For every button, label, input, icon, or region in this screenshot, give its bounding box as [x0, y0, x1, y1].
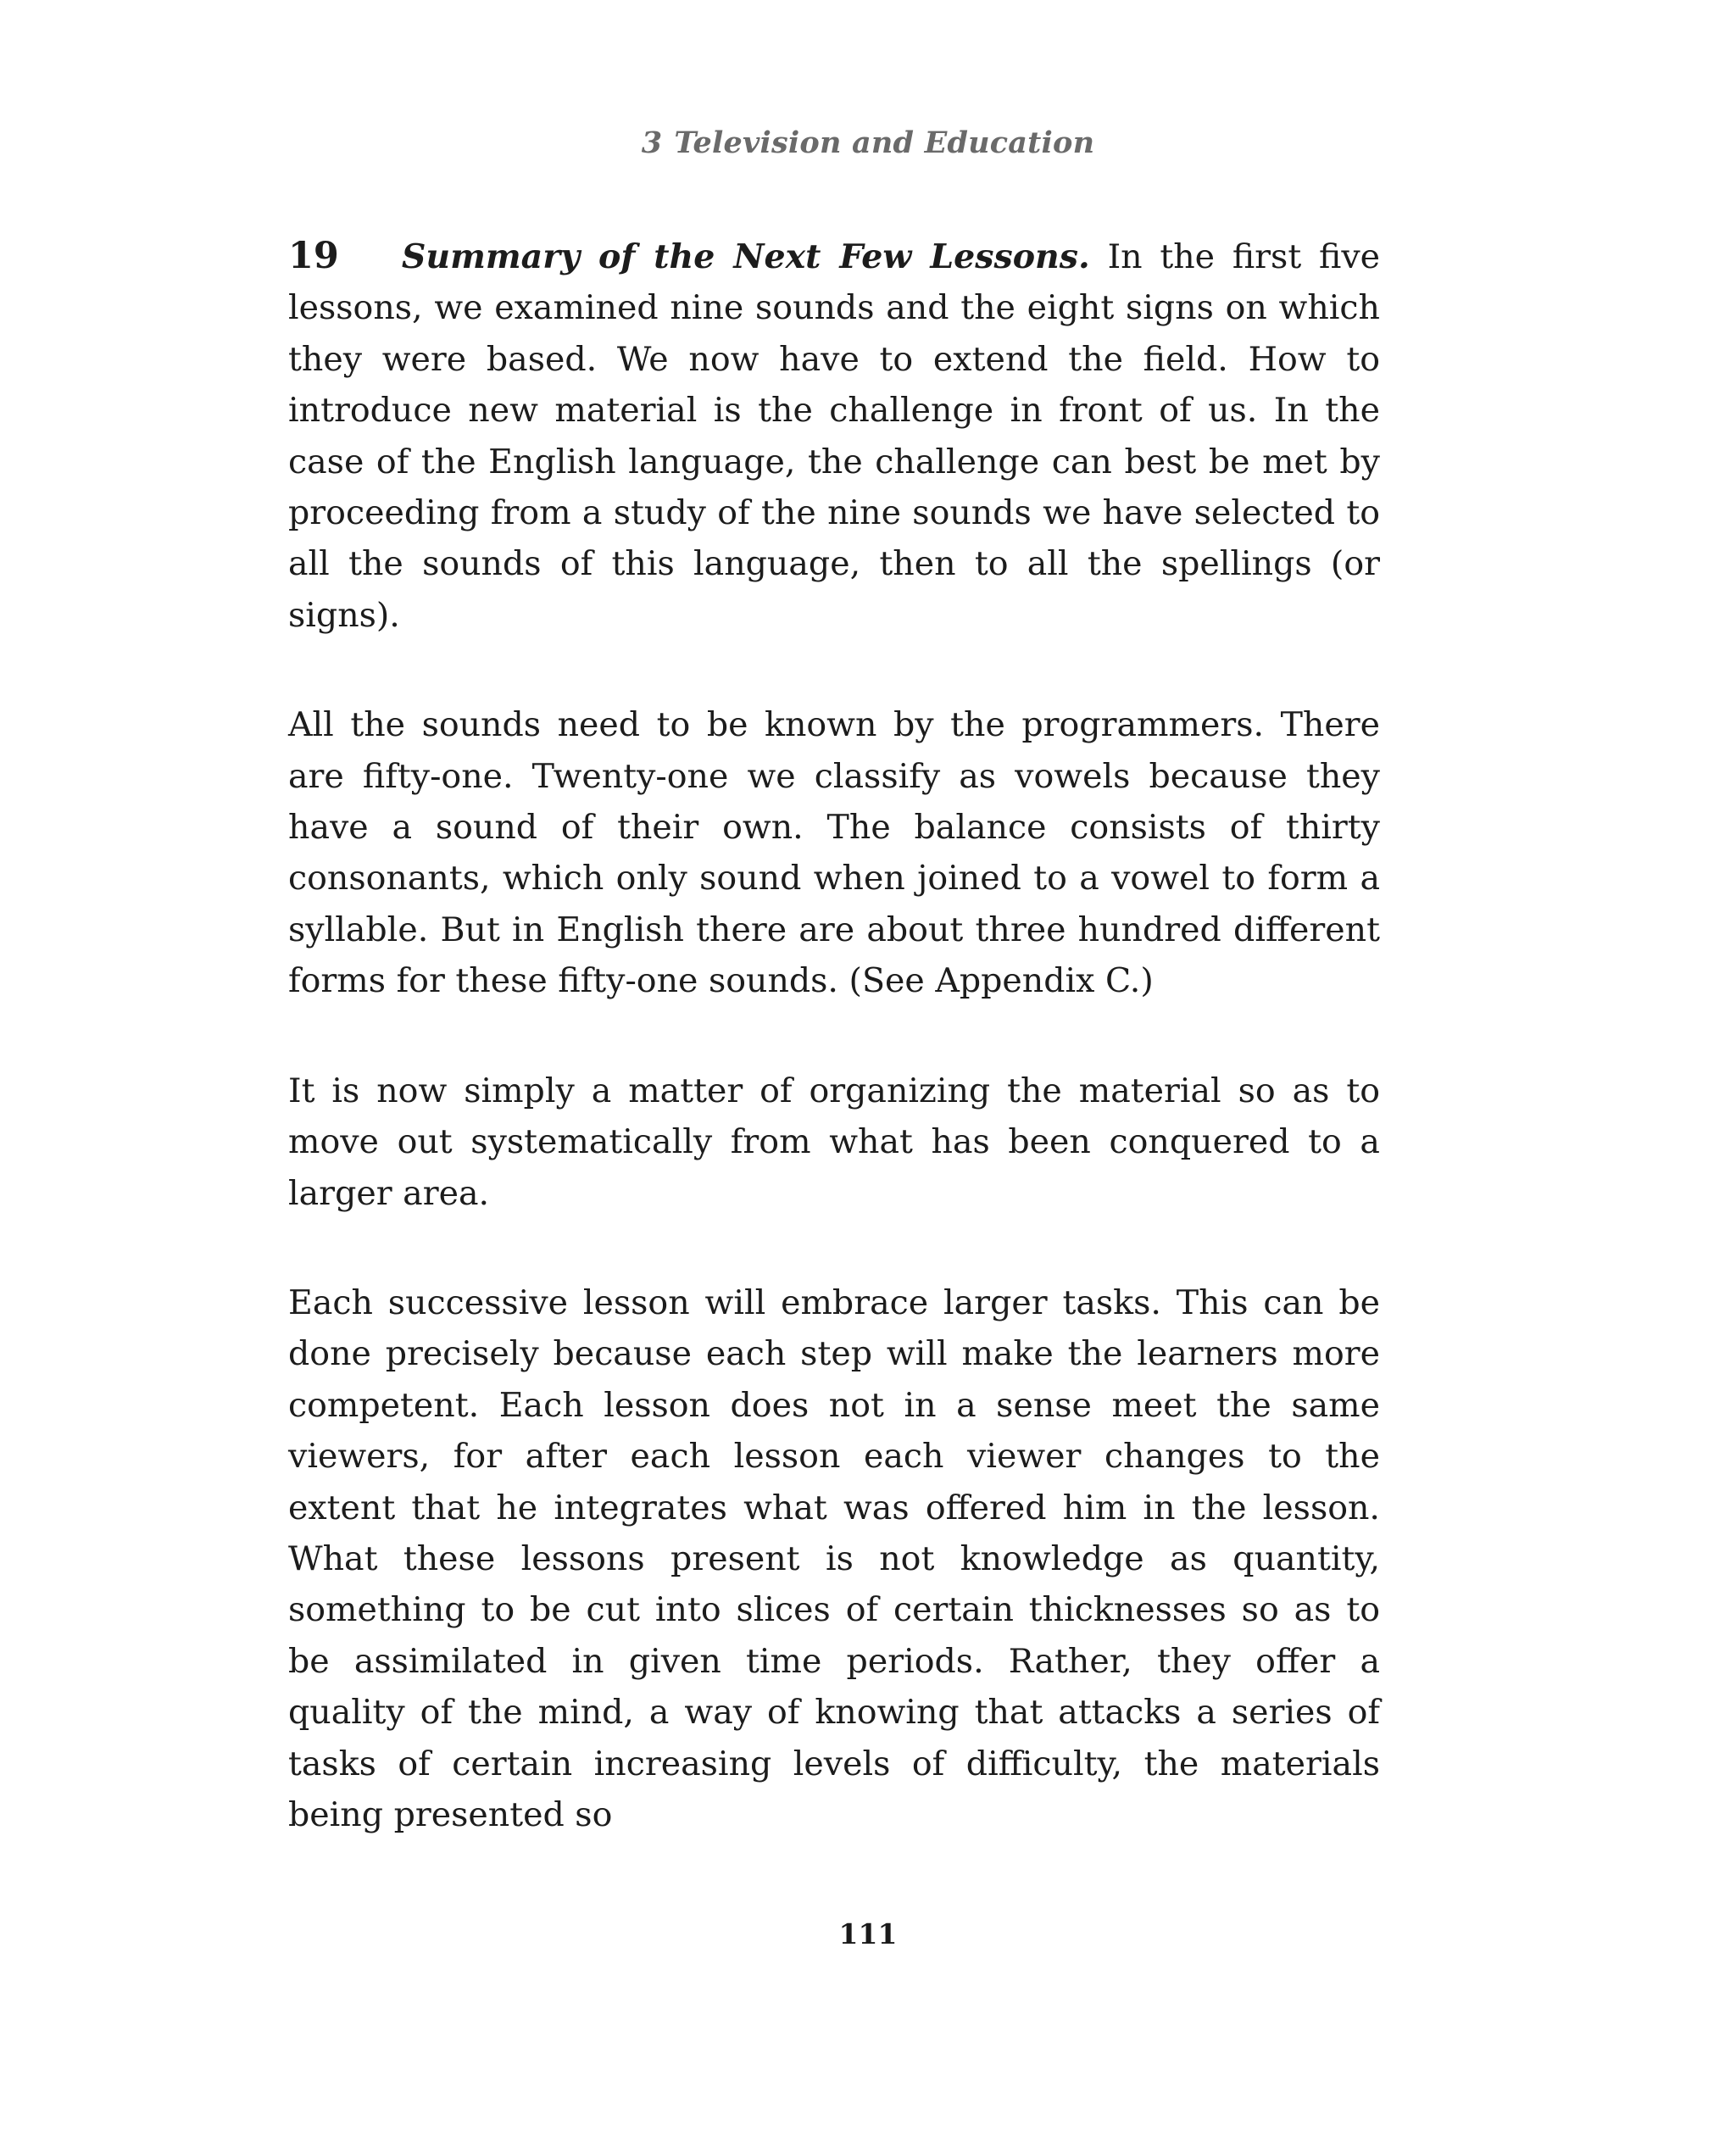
page-body — [288, 231, 1380, 1899]
section-title: Summary of the Next Few Lessons. — [401, 237, 1090, 276]
paragraph-4: Each successive lesson will embrace larger tasks. This can be done precisely because each step will make the learners more competent. Each lesson does not in a sense meet the same viewers, for after each lesson each viewer changes to the extent that he integrates what was offered him in the lesson. What these lessons present is not knowledge as quantity, something to be cut into slices of certain thicknesses so as to be assimilated in given time periods. Rather, they offer a quality of the mind, a way of knowing that attacks a series of tasks of certain increasing levels of difficulty, the materials being presented so — [288, 1282, 1380, 1834]
section-number: 19 — [288, 235, 339, 277]
paragraph-2: All the sounds need to be known by the programmers. There are fifty-one. Twenty-one we classify as vowels because they have a sound of their own. The balance consists of thirty consonants, which only sound when joined to a vowel to form a syllable. But in English there are about three hundred different forms for these fifty-one sounds. (See Appendix C.) — [288, 705, 1380, 1001]
running-header — [0, 125, 1736, 160]
page-number: 111 — [838, 1917, 898, 1950]
paragraph-1 — [288, 231, 1380, 641]
paragraph-1-text: In the first five lessons, we examined nine sounds and the eight signs on which they were based. We now have to extend the field. How to introduce new material is the challenge in front of us. In the case of the English language, the challenge can best be met by proceeding from a study of the nine sounds we have selected to all the sounds of this language, then to all the spellings (or signs). — [288, 237, 1381, 635]
chapter-title: Television and Education — [674, 125, 1095, 160]
paragraph-3: It is now simply a matter of organizing the material so as to move out systematically from what has been conquered to a larger area. — [288, 1071, 1380, 1213]
chapter-number: 3 — [641, 125, 663, 160]
